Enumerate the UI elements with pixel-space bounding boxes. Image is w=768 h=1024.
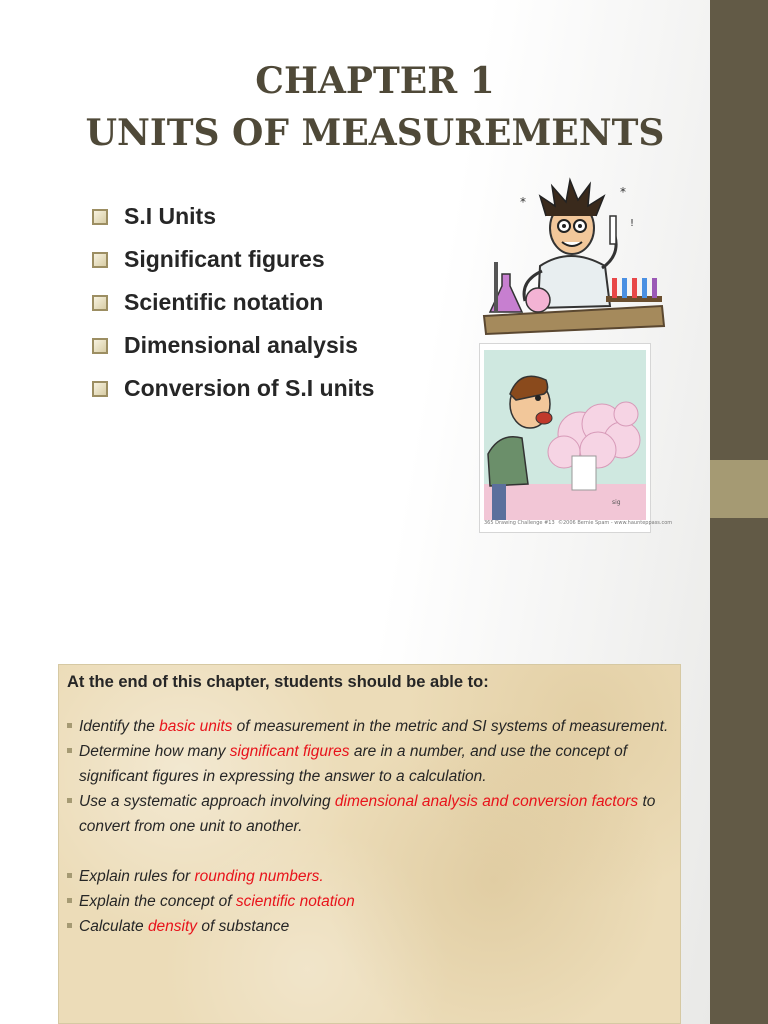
objective-item xyxy=(67,914,670,939)
objective-item xyxy=(67,739,670,789)
objective-item xyxy=(67,789,670,839)
topic-label: S.I Units xyxy=(124,203,217,229)
clipart-caption-left: 365 Drawing Challenge #13 xyxy=(484,520,555,526)
checkbox-bullet-icon xyxy=(92,252,108,268)
objective-highlight: dimensional analysis and conversion factors xyxy=(334,793,639,810)
objective-item xyxy=(67,864,670,889)
objective-text: Calculate xyxy=(79,918,148,935)
svg-text:sig: sig xyxy=(612,499,621,506)
objective-highlight: density xyxy=(147,918,198,935)
checkbox-bullet-icon xyxy=(92,295,108,311)
objectives-heading: At the end of this chapter, students should be able to: xyxy=(67,673,489,691)
objective-text: Identify the xyxy=(79,718,160,735)
surprised-student-clipart xyxy=(479,343,673,533)
checkbox-bullet-icon xyxy=(92,338,108,354)
objective-text: are in a number, and use the concept of significant figures in expressing the answer to a calculation. xyxy=(79,743,627,785)
objective-text: of measurement in the metric and SI systems of measurement. xyxy=(232,718,669,735)
slide-title xyxy=(40,55,710,159)
topic-label: Dimensional analysis xyxy=(124,332,358,358)
title-line-chapter: CHAPTER 1 xyxy=(255,60,495,102)
objective-highlight: significant figures xyxy=(229,743,350,760)
clipart-caption-right: ©2006 Bernie Spam - www.haunteppass.com xyxy=(558,520,673,526)
topic-item xyxy=(92,281,374,324)
objective-text: Explain the concept of xyxy=(79,893,236,910)
topic-label: Scientific notation xyxy=(124,289,324,315)
objective-text: Determine how many xyxy=(79,743,230,760)
checkbox-bullet-icon xyxy=(92,381,108,397)
mad-scientist-clipart xyxy=(480,166,666,336)
svg-text:*: * xyxy=(520,195,526,209)
svg-text:*: * xyxy=(620,185,626,199)
title-line-topic: UNITS OF MEASUREMENTS xyxy=(85,112,665,154)
objective-text: of substance xyxy=(197,918,290,935)
topic-label: Conversion of S.I units xyxy=(124,375,375,401)
objective-item xyxy=(67,714,670,739)
svg-text:!: ! xyxy=(630,218,635,229)
objective-text: Use a systematic approach involving xyxy=(79,793,335,810)
explosion-illustration xyxy=(480,344,650,532)
topic-item xyxy=(92,238,374,281)
objective-text: Explain rules for xyxy=(79,868,195,885)
topic-list xyxy=(92,195,374,410)
objective-highlight: rounding numbers xyxy=(194,868,320,885)
learning-objectives-panel xyxy=(58,664,681,1024)
objective-text: to convert from one unit to another. xyxy=(79,793,656,835)
objective-highlight: scientific notation xyxy=(235,893,355,910)
decorative-side-accent xyxy=(710,460,768,518)
topic-label: Significant figures xyxy=(124,246,325,272)
objectives-list xyxy=(67,714,670,939)
objective-text: . xyxy=(319,868,324,885)
topic-item xyxy=(92,367,374,410)
checkbox-bullet-icon xyxy=(92,209,108,225)
topic-item xyxy=(92,324,374,367)
topic-item xyxy=(92,195,374,238)
objective-highlight: basic units xyxy=(159,718,233,735)
objective-item xyxy=(67,889,670,914)
